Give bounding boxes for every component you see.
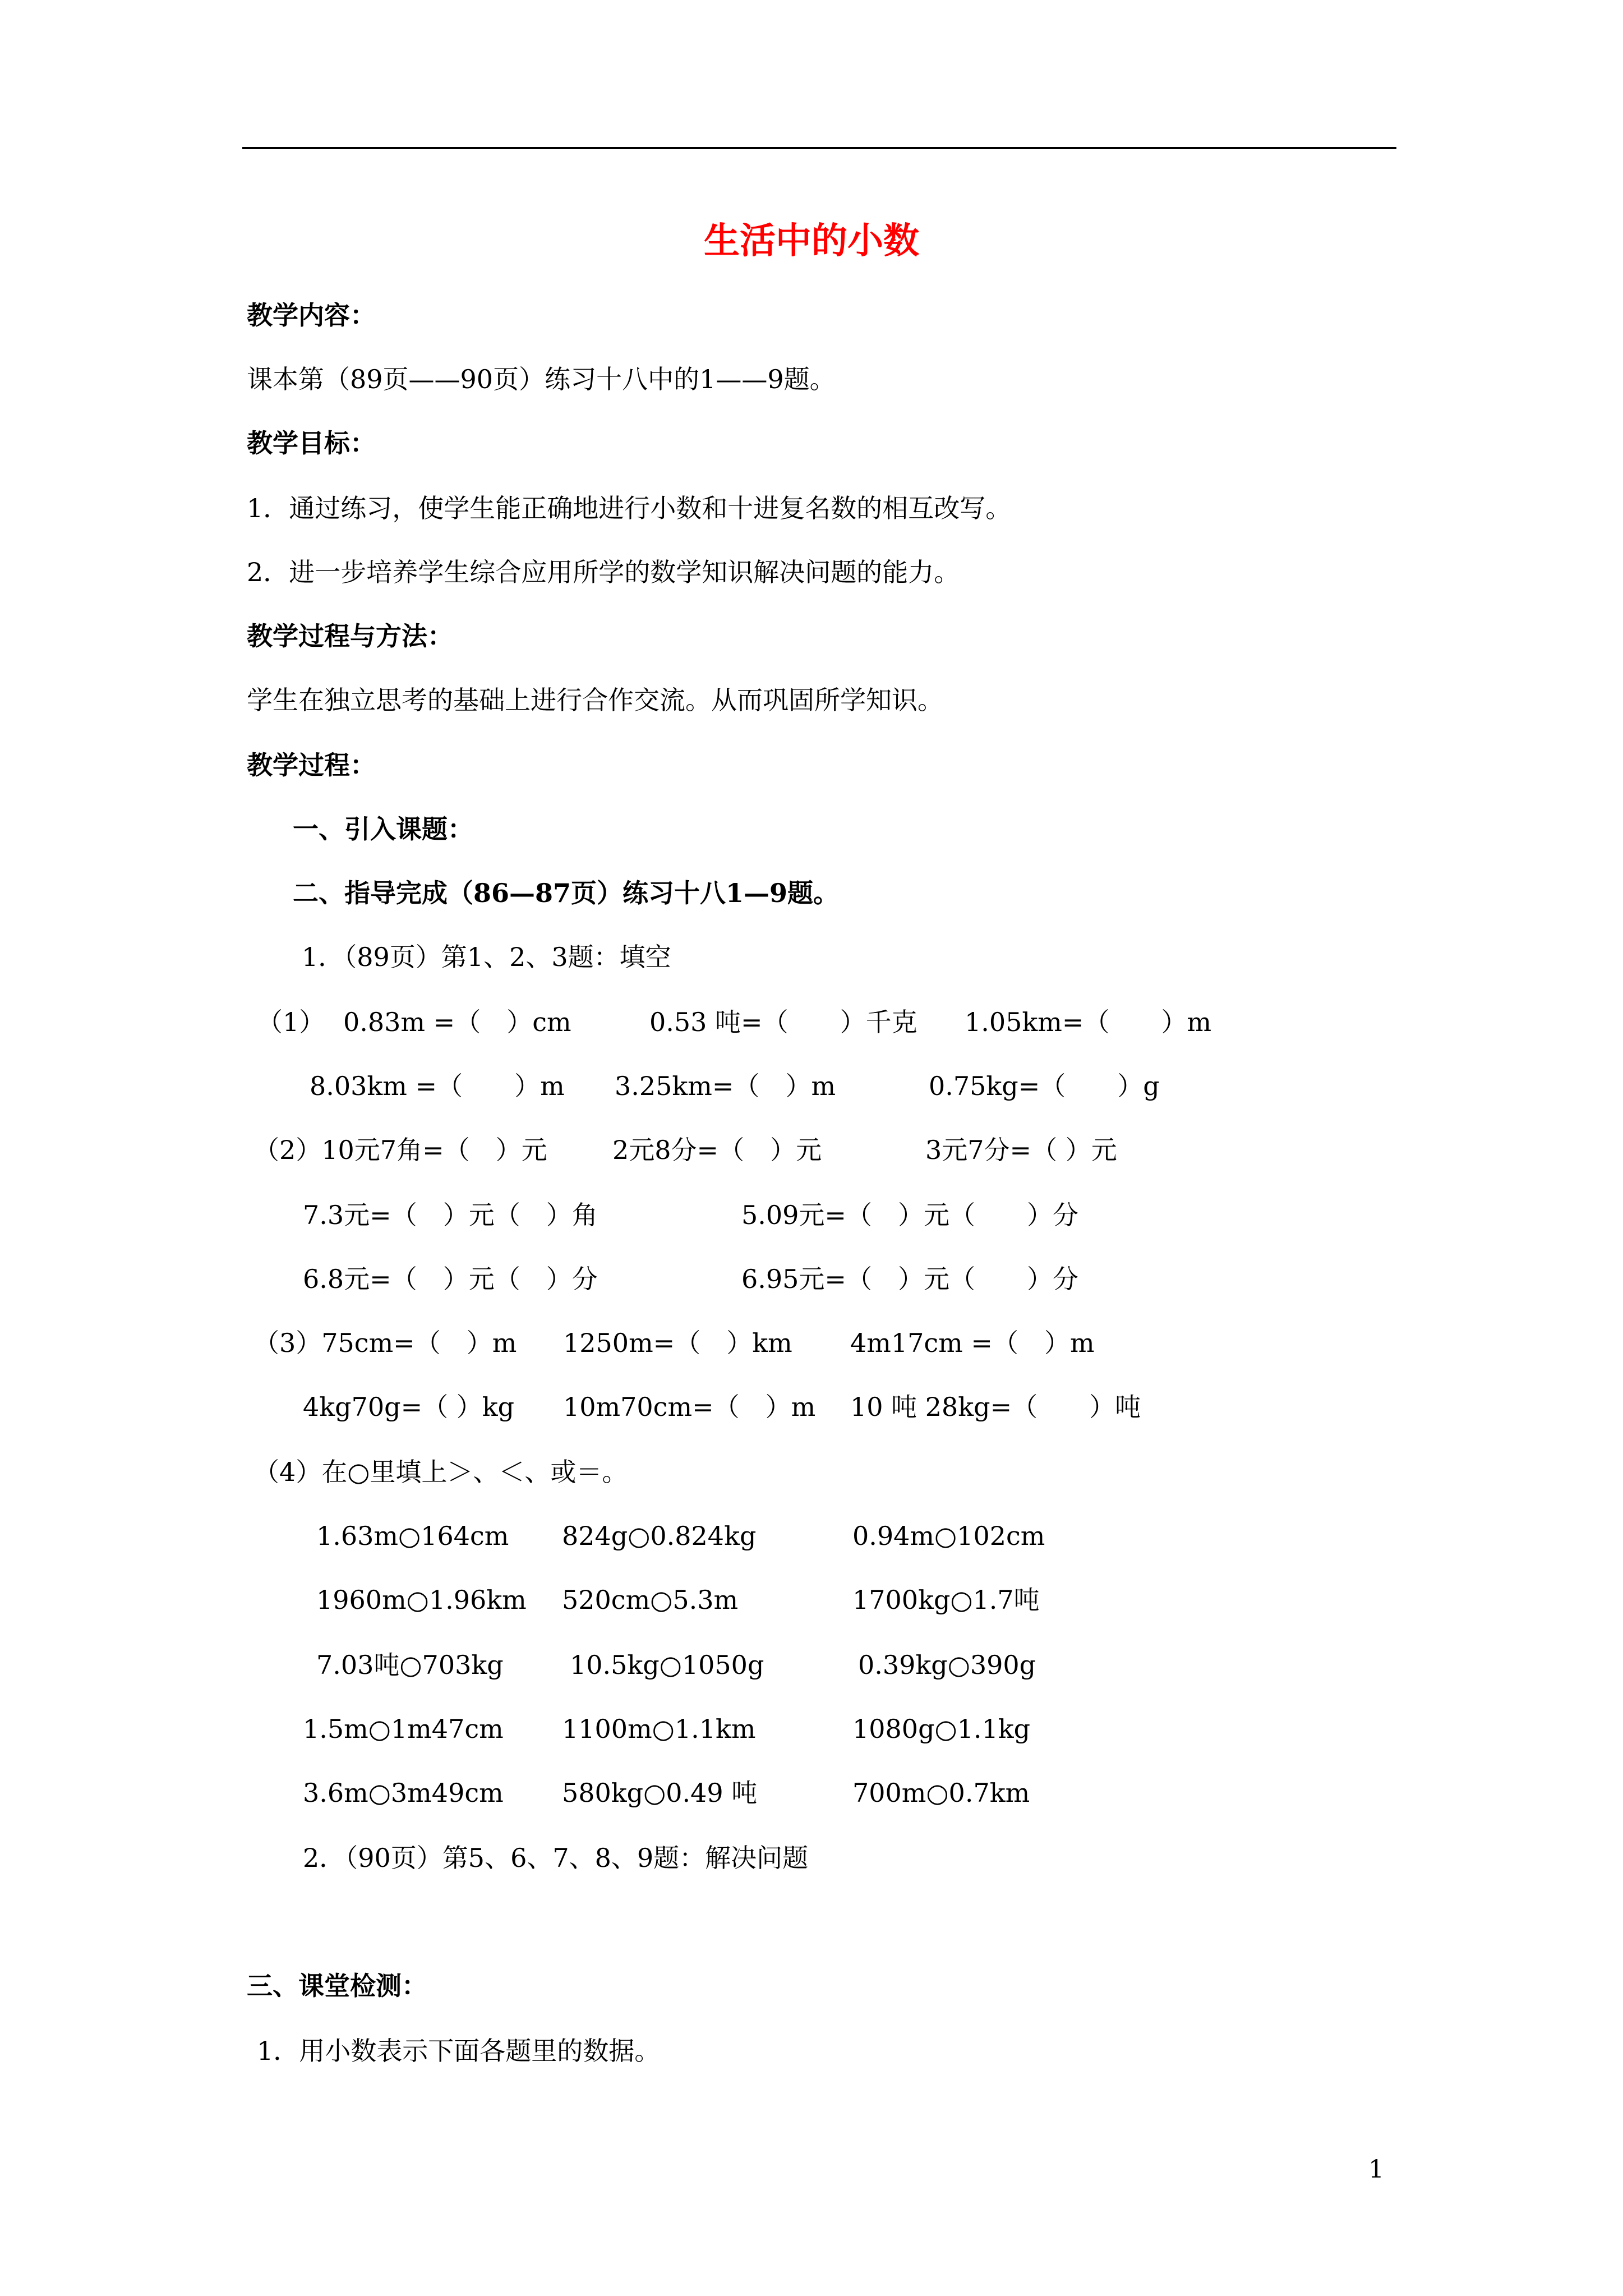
compare-item: 1960m○1.96km [316, 1585, 527, 1615]
check-heading: 三、课堂检测： [247, 1971, 427, 2001]
compare-item: 1100m○1.1km [562, 1714, 756, 1744]
exercise-item: 2．（90页）第5、6、7、8、9题：解决问题 [303, 1843, 809, 1873]
compare-item: 580kg○0.49 吨 [562, 1778, 758, 1808]
page-title: 生活中的小数 [704, 220, 919, 262]
exercise-blank: 4m17cm =（ ）m [850, 1328, 1095, 1358]
page-number: 1 [1368, 2155, 1384, 2184]
compare-item: 10.5kg○1050g [570, 1650, 764, 1680]
exercise-blank: 5.09元=（ ）元（ ）分 [741, 1200, 1078, 1230]
compare-item: 520cm○5.3m [562, 1585, 739, 1615]
exercise-blank: 6.95元=（ ）元（ ）分 [741, 1264, 1078, 1294]
exercise-blank: 3元7分=（ ）元 [925, 1135, 1117, 1165]
compare-item: 0.39kg○390g [858, 1650, 1036, 1680]
exercise-blank: （2）10元7角=（ ）元 [253, 1135, 547, 1165]
method-text: 学生在独立思考的基础上进行合作交流。从而巩固所学知识。 [247, 685, 943, 715]
compare-item: 3.6m○3m49cm [303, 1778, 504, 1808]
content-heading: 教学内容： [247, 300, 376, 330]
compare-item: 1.63m○164cm [316, 1521, 509, 1551]
exercise-blank: 8.03km =（ ）m [310, 1071, 565, 1101]
content-text: 课本第（89页——90页）练习十八中的1——9题。 [247, 364, 836, 394]
exercise-blank: 0.53 吨=（ ）千克 [649, 1007, 917, 1037]
compare-item: 1.5m○1m47cm [303, 1714, 504, 1744]
exercise-blank: 1.05km=（ ）m [965, 1007, 1212, 1037]
exercise-blank: 6.8元=（ ）元（ ）分 [303, 1264, 598, 1294]
compare-item: 700m○0.7km [852, 1778, 1030, 1808]
check-item: 1．用小数表示下面各题里的数据。 [257, 2036, 661, 2066]
question-intro: （4）在○里填上＞、＜、或＝。 [253, 1457, 628, 1487]
exercise-blank: 2元8分=（ ）元 [612, 1135, 822, 1165]
method-heading: 教学过程与方法： [247, 621, 453, 651]
goal-item: 1．通过练习，使学生能正确地进行小数和十进复名数的相互改写。 [247, 493, 1012, 523]
exercise-blank: 10m70cm=（ ）m [563, 1392, 816, 1422]
process-heading: 教学过程： [247, 750, 376, 780]
exercise-blank: 7.3元=（ ）元（ ）角 [303, 1200, 598, 1230]
exercise-blank: 0.83m =（ ）cm [343, 1007, 571, 1037]
exercise-blank: 10 吨 28kg=（ ）吨 [850, 1392, 1141, 1422]
compare-item: 0.94m○102cm [852, 1521, 1045, 1551]
exercise-blank: （3）75cm=（ ）m [253, 1328, 517, 1358]
exercise-blank: 3.25km=（ ）m [615, 1071, 836, 1101]
goals-heading: 教学目标： [247, 428, 376, 458]
header-rule [242, 147, 1396, 149]
exercise-blank: 1250m=（ ）km [563, 1328, 792, 1358]
exercise-blank: 4kg70g=（ ）kg [303, 1392, 515, 1422]
question-label: （1） [257, 1007, 325, 1037]
process-step: 二、指导完成（86—87页）练习十八1—9题。 [293, 878, 840, 908]
compare-item: 7.03吨○703kg [316, 1650, 504, 1680]
exercise-blank: 0.75kg=（ ）g [929, 1071, 1160, 1101]
goal-item: 2．进一步培养学生综合应用所学的数学知识解决问题的能力。 [247, 557, 960, 587]
process-step: 一、引入课题： [293, 814, 473, 844]
compare-item: 824g○0.824kg [562, 1521, 757, 1551]
compare-item: 1700kg○1.7吨 [852, 1585, 1040, 1615]
compare-item: 1080g○1.1kg [852, 1714, 1031, 1744]
exercise-item: 1．（89页）第1、2、3题：填空 [302, 942, 671, 972]
